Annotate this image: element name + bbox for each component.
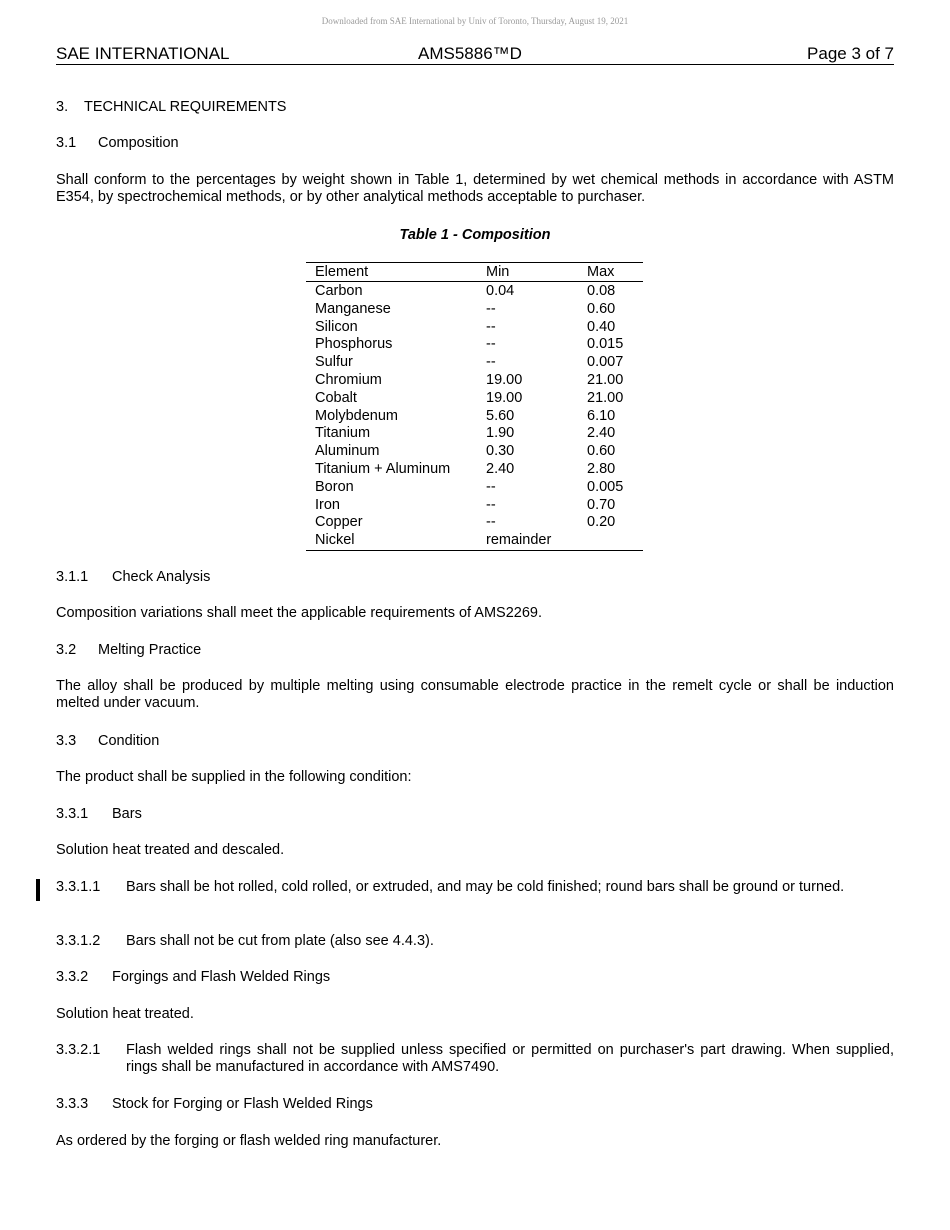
- cell-min: 19.00: [486, 372, 523, 388]
- cell-element: Carbon: [315, 283, 363, 299]
- publisher-name: SAE INTERNATIONAL: [56, 44, 230, 63]
- paragraph: The alloy shall be produced by multiple melting using consumable electrode practice in the remelt cycle or shall be induction melted under vacuum.: [56, 678, 894, 711]
- subsection-number: 3.3.2: [56, 969, 89, 985]
- download-watermark: Downloaded from SAE International by Univ of Toronto, Thursday, August 19, 2021: [321, 16, 629, 26]
- subsection-heading: [56, 806, 142, 823]
- cell-max: 2.80: [587, 461, 616, 477]
- subsection-number: 3.1.1: [56, 569, 89, 585]
- paragraph-number: 3.3.1.2: [56, 933, 101, 949]
- cell-element: Molybdenum: [315, 407, 399, 424]
- cell-max: 0.60: [587, 443, 616, 460]
- subsection-number: 3.3.3: [56, 1096, 89, 1112]
- cell-min: --: [486, 318, 496, 335]
- cell-min: --: [486, 496, 496, 513]
- section-title: TECHNICAL REQUIREMENTS: [84, 99, 287, 115]
- column-header-min: Min: [486, 264, 510, 280]
- subsection-heading: [56, 1096, 373, 1113]
- subsection-heading: [56, 642, 202, 659]
- cell-element: Chromium: [315, 372, 382, 388]
- cell-min: --: [486, 336, 496, 353]
- paragraph: Solution heat treated.: [56, 1006, 194, 1022]
- cell-element: Phosphorus: [315, 336, 393, 353]
- column-header-element: Element: [315, 264, 369, 280]
- cell-min: --: [486, 478, 496, 495]
- cell-element: Copper: [315, 514, 363, 531]
- subsection-number: 3.1: [56, 135, 77, 151]
- cell-min: --: [486, 300, 496, 317]
- paragraph: Solution heat treated and descaled.: [56, 842, 285, 858]
- table-header-row: [306, 263, 643, 282]
- paragraph: The product shall be supplied in the following condition:: [56, 769, 412, 785]
- cell-max: 0.20: [587, 514, 616, 531]
- cell-element: Silicon: [315, 318, 358, 335]
- table-caption: Table 1 - Composition: [399, 227, 551, 243]
- document-number: AMS5886™D: [418, 44, 522, 63]
- cell-max: 21.00: [587, 372, 624, 388]
- subsection-number: 3.3.1: [56, 806, 89, 822]
- subsection-title: Melting Practice: [98, 642, 202, 658]
- subsection-heading: [56, 733, 160, 750]
- cell-max: 0.70: [587, 496, 616, 513]
- cell-max: 0.005: [587, 478, 624, 495]
- paragraph-number: 3.3.1.1: [56, 879, 101, 895]
- cell-element: Titanium + Aluminum: [315, 461, 451, 477]
- cell-max: 0.60: [587, 300, 616, 317]
- cell-element: Cobalt: [315, 389, 357, 406]
- cell-max: 6.10: [587, 407, 616, 424]
- section-heading: [56, 99, 287, 116]
- cell-min: 2.40: [486, 461, 515, 477]
- cell-min: 0.04: [486, 283, 515, 299]
- subsection-heading: [56, 135, 179, 152]
- cell-min: 1.90: [486, 425, 515, 442]
- subsection-heading: [56, 969, 331, 986]
- cell-min: 5.60: [486, 407, 515, 424]
- cell-max: 2.40: [587, 425, 616, 442]
- cell-element: Titanium: [315, 425, 371, 442]
- numbered-paragraph: [56, 1042, 894, 1076]
- cell-min: remainder: [486, 532, 552, 549]
- cell-max: 0.015: [587, 336, 624, 353]
- cell-element: Aluminum: [315, 443, 380, 460]
- cell-element: Boron: [315, 478, 354, 495]
- paragraph-text: Flash welded rings shall not be supplied unless specified or permitted on purchaser's part drawing. When supplied, rings shall be manufactured in accordance with AMS7490.: [126, 1042, 894, 1075]
- subsection-heading: [56, 569, 211, 586]
- cell-min: --: [486, 514, 496, 531]
- cell-max: 0.40: [587, 318, 616, 335]
- cell-min: --: [486, 354, 496, 371]
- paragraph-text: Bars shall not be cut from plate (also see 4.4.3).: [126, 933, 434, 949]
- paragraph: As ordered by the forging or flash welded ring manufacturer.: [56, 1133, 442, 1149]
- cell-max: 0.08: [587, 283, 616, 299]
- subsection-title: Condition: [98, 733, 160, 749]
- revision-change-bar: [36, 879, 40, 901]
- page-number: Page 3 of 7: [807, 44, 894, 63]
- cell-element: Manganese: [315, 300, 391, 317]
- subsection-title: Forgings and Flash Welded Rings: [112, 969, 331, 985]
- subsection-title: Bars: [112, 806, 142, 822]
- paragraph-text: Bars shall be hot rolled, cold rolled, or extruded, and may be cold finished; round bars shall be ground or turned.: [126, 879, 845, 895]
- subsection-title: Stock for Forging or Flash Welded Rings: [112, 1096, 373, 1112]
- cell-max: 0.007: [587, 354, 624, 371]
- cell-max: 21.00: [587, 389, 624, 406]
- subsection-number: 3.3: [56, 733, 77, 749]
- section-number: 3.: [56, 99, 69, 115]
- subsection-number: 3.2: [56, 642, 77, 658]
- paragraph: Shall conform to the percentages by weight shown in Table 1, determined by wet chemical methods in accordance with ASTM E354, by spectrochemical methods, or by other analytical methods acceptable to purchaser.: [56, 172, 894, 205]
- cell-element: Nickel: [315, 532, 355, 549]
- numbered-paragraph: [56, 879, 894, 896]
- page-header: [56, 44, 894, 65]
- paragraph-number: 3.3.2.1: [56, 1042, 101, 1058]
- cell-element: Iron: [315, 496, 340, 513]
- subsection-title: Composition: [98, 135, 179, 151]
- paragraph: Composition variations shall meet the applicable requirements of AMS2269.: [56, 605, 543, 621]
- composition-table: [306, 262, 643, 551]
- cell-min: 0.30: [486, 443, 515, 460]
- subsection-title: Check Analysis: [112, 569, 211, 585]
- column-header-max: Max: [587, 264, 615, 280]
- cell-element: Sulfur: [315, 354, 353, 371]
- cell-min: 19.00: [486, 389, 523, 406]
